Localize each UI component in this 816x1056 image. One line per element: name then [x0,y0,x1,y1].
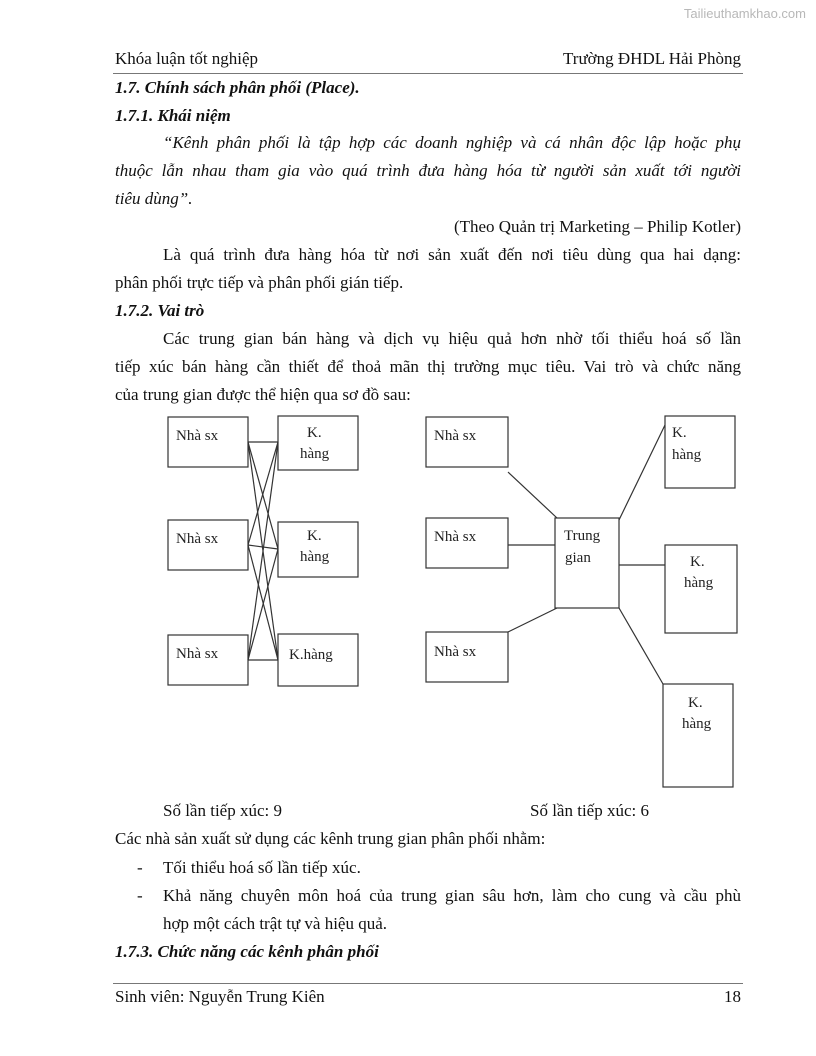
footer-rule [113,983,743,984]
section-title: 1.7. Chính sách phân phối (Place). [115,78,360,97]
contact-line [619,425,665,520]
right-customer-label: K. [672,425,687,441]
subsection-title-2: 1.7.2. Vai trò [115,301,205,320]
paragraph-1-line-2: phân phối trực tiếp và phân phối gián tiếp. [115,273,404,292]
bullet-marker: - [137,858,143,877]
paragraph-1-line-1: Là quá trình đưa hàng hóa từ nơi sản xuất đến nơi tiêu dùng qua hai dạng: [163,245,741,264]
right-customer-label: K. [688,695,703,711]
subsection-title-1: 1.7.1. Khái niệm [115,106,231,125]
header-right: Trường ĐHDL Hải Phòng [563,49,741,68]
quote-line-1: “Kênh phân phối là tập hợp các doanh nghiệp và cá nhân độc lập hoặc phụ [163,133,741,152]
right-customer-label: hàng [672,447,702,463]
left-customer-label: K. [307,425,322,441]
intermediary-label: Trung [564,528,601,544]
contact-line [508,472,557,518]
right-producer-label: Nhà sx [434,529,477,545]
right-customer-label: K. [690,554,705,570]
contact-line [508,608,557,632]
right-producer-label: Nhà sx [434,428,477,444]
subsection-title-3: 1.7.3. Chức năng các kênh phân phối [115,942,379,961]
paragraph-3: Các nhà sản xuất sử dụng các kênh trung gian phân phối nhằm: [115,829,546,848]
left-customer-label: hàng [300,446,330,462]
right-producer-label: Nhà sx [434,644,477,660]
contacts-count-left: Số lần tiếp xúc: 9 [163,801,282,820]
quote-line-2: thuộc lẫn nhau tham gia vào quá trình đưa hàng hóa từ người sản xuất tới người [115,161,741,180]
left-customer-label: K. [307,528,322,544]
bullet-marker: - [137,886,143,905]
left-customer-label: hàng [300,549,330,565]
left-producer-label: Nhà sx [176,531,219,547]
right-customer-label: hàng [684,575,714,591]
citation: (Theo Quản trị Marketing – Philip Kotler) [453,217,741,236]
paragraph-2-line-3: của trung gian được thể hiện qua sơ đồ sau: [115,385,411,404]
intermediary-label: gian [565,550,591,566]
quote-line-3: tiêu dùng”. [115,189,193,208]
paragraph-2-line-2: tiếp xúc bán hàng cần thiết để thoả mãn thị trường mục tiêu. Vai trò và chức năng [115,357,741,376]
page-number: 18 [724,987,741,1006]
paragraph-2-line-1: Các trung gian bán hàng và dịch vụ hiệu quả hơn nhờ tối thiểu hoá số lần [163,329,741,348]
contact-line [619,608,663,684]
bullet-1: Tối thiểu hoá số lần tiếp xúc. [163,858,361,877]
watermark: Tailieuthamkhao.com [683,6,806,21]
footer-student: Sinh viên: Nguyễn Trung Kiên [115,987,325,1006]
bullet-2-line-2: hợp một cách trật tự và hiệu quả. [163,914,388,933]
left-customer-label: K.hàng [289,647,333,663]
right-customer-label: hàng [682,716,712,732]
bullet-2-line-1: Khả năng chuyên môn hoá của trung gian sâu hơn, làm cho cung và cầu phù [163,886,741,905]
header-left: Khóa luận tốt nghiệp [115,49,259,68]
left-producer-label: Nhà sx [176,428,219,444]
left-producer-label: Nhà sx [176,646,219,662]
contacts-count-right: Số lần tiếp xúc: 6 [530,801,649,820]
